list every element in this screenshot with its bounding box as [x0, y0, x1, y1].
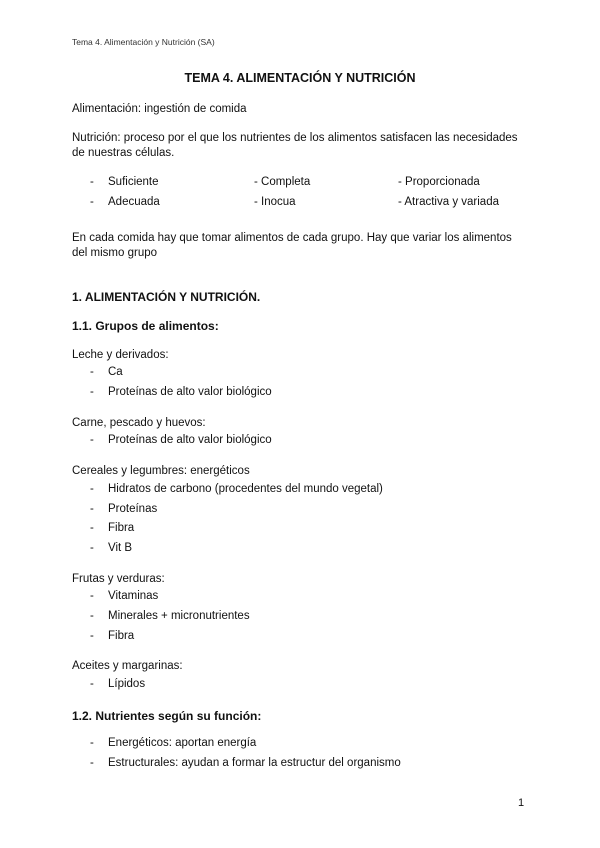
bullet-dash: - [90, 737, 94, 749]
bullet-dash: - [90, 176, 94, 188]
list-item: Estructurales: ayudan a formar la estructur del organismo [108, 757, 401, 769]
bullet-dash: - [90, 196, 94, 208]
food-group-name: Leche y derivados: [72, 349, 169, 361]
food-group-name: Cereales y legumbres: energéticos [72, 465, 250, 477]
quality-item: Suficiente [108, 176, 159, 188]
quality-item: Adecuada [108, 196, 160, 208]
definition-nutricion: Nutrición: proceso por el que los nutrientes de los alimentos satisfacen las necesidades de nuestras células. [72, 132, 518, 159]
subsection-heading: 1.2. Nutrientes según su función: [72, 709, 262, 723]
quality-item: - Inocua [254, 196, 296, 208]
advice-paragraph: En cada comida hay que tomar alimentos de cada grupo. Hay que variar los alimentos del mismo grupo [72, 232, 512, 259]
quality-item: - Atractiva y variada [398, 196, 499, 208]
bullet-dash: - [90, 610, 94, 622]
page-number: 1 [518, 797, 525, 809]
page-title: TEMA 4. ALIMENTACIÓN Y NUTRICIÓN [184, 71, 416, 85]
bullet-dash: - [90, 386, 94, 398]
list-item: Fibra [108, 630, 135, 642]
list-item: Hidratos de carbono (procedentes del mundo vegetal) [108, 483, 383, 495]
list-item: Vit B [108, 542, 133, 554]
food-group-name: Frutas y verduras: [72, 573, 165, 585]
food-group-name: Carne, pescado y huevos: [72, 417, 206, 429]
bullet-dash: - [90, 483, 94, 495]
list-item: Energéticos: aportan energía [108, 737, 257, 749]
list-item: Vitaminas [108, 590, 159, 602]
list-item: Ca [108, 366, 123, 378]
running-header: Tema 4. Alimentación y Nutrición (SA) [72, 37, 215, 47]
bullet-dash: - [90, 590, 94, 602]
list-item: Proteínas de alto valor biológico [108, 434, 272, 446]
list-item: Minerales + micronutrientes [108, 610, 250, 622]
list-item: Proteínas [108, 503, 158, 515]
bullet-dash: - [90, 757, 94, 769]
definition-alimentacion: Alimentación: ingestión de comida [72, 103, 247, 115]
food-group-name: Aceites y margarinas: [72, 660, 183, 672]
bullet-dash: - [90, 522, 94, 534]
bullet-dash: - [90, 503, 94, 515]
bullet-dash: - [90, 542, 94, 554]
list-item: Proteínas de alto valor biológico [108, 386, 272, 398]
list-item: Lípidos [108, 678, 146, 690]
bullet-dash: - [90, 630, 94, 642]
bullet-dash: - [90, 434, 94, 446]
list-item: Fibra [108, 522, 135, 534]
subsection-heading: 1.1. Grupos de alimentos: [72, 319, 219, 333]
section-heading: 1. ALIMENTACIÓN Y NUTRICIÓN. [72, 290, 261, 304]
quality-item: - Completa [254, 176, 311, 188]
bullet-dash: - [90, 678, 94, 690]
quality-item: - Proporcionada [398, 176, 480, 188]
bullet-dash: - [90, 366, 94, 378]
